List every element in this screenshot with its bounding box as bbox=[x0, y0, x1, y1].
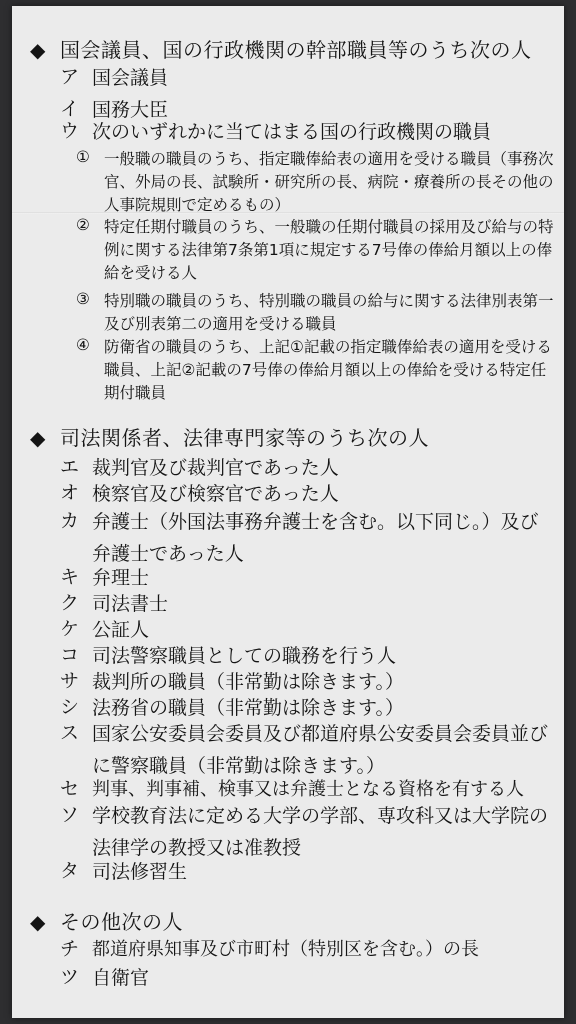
diamond-bullet-icon: ◆ bbox=[30, 38, 46, 62]
section-heading-3: ◆ その他次の人 bbox=[30, 906, 183, 938]
diamond-bullet-icon: ◆ bbox=[30, 910, 46, 934]
diamond-bullet-icon: ◆ bbox=[30, 426, 46, 450]
section-heading-2: ◆ 司法関係者、法律専門家等のうち次の人 bbox=[30, 422, 429, 454]
document-page: ◆ 国会議員、国の行政機関の幹部職員等のうち次の人 ア 国会議員 イ 国務大臣 ウ 次のいずれかに当てはまる国の行政機関の職員 ① 一般職の職員のうち、指定職俸給表の適用を受ける職員（事務次官、外局の長、試験所・研究所の長、病院・療養所の長その他の人事院規則で定めるもの） ② 特定任期付職員のうち、一般職の任期付職員の採用及び給与の特例に関する法律第7条第1項に規定する7号俸の俸給月額以上の俸給を受ける人 ③ 特別職の職員のうち、特別職の職員の給与に関する法律別表第一及び別表第二の適用を受ける職員 ④ 防衛省の職員のうち、上記①記載の指定職俸給表の適用を受ける職員、上記②記載の7号俸の俸給月額以上の俸給を受ける特定任期付職員 ◆ 司法関係者、法律専門家等のうち次の人 エ 裁判官及び裁判官であった人 オ 検察官及び検察官であった人 カ 弁護士（外国法事務弁護士を含む。以下同じ。）及び弁護士であった人 キ 弁理士 ク 司法書士 ケ 公証人 コ 司法警察職員としての職務を行う人 サ 裁判所の職員（非常勤は除きます。） シ 法務省の職員（非常勤は除きます。） ス 国家公安委員会委員及び都道府県公安委員会委員並びに警察職員（非常勤は除きます。） セ 判事、判事補、検事又は弁護士となる資格を有する人 ソ 学校教育法に定める大学の学部、専攻科又は大学院の法律学の教授又は准教授 タ 司法修習生 ◆ その他次の人 チ 都道府県知事及び市町村（特別区を含む。）の長 ツ 自衛官 bbox=[12, 6, 564, 1018]
section-heading-1: ◆ 国会議員、国の行政機関の幹部職員等のうち次の人 bbox=[30, 34, 532, 66]
